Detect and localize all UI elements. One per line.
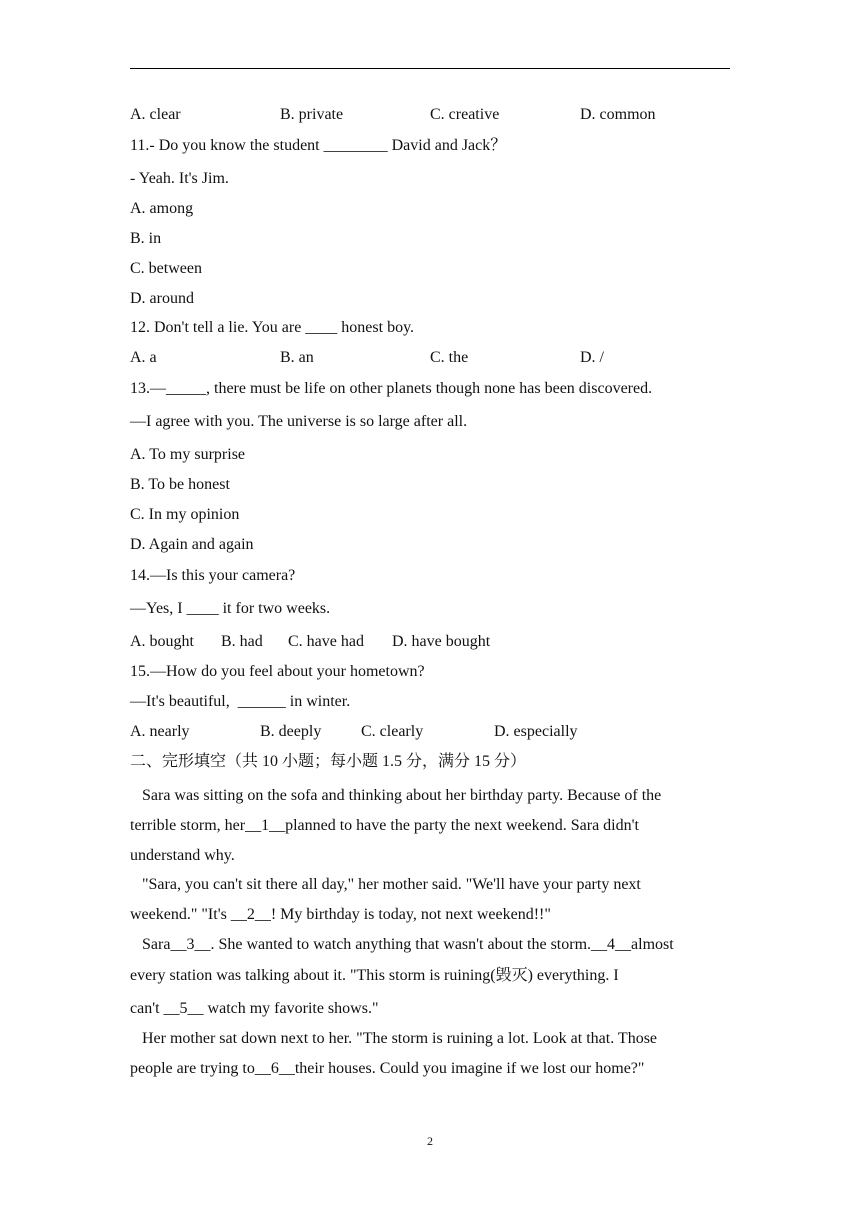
question-15-stem: 15.—How do you feel about your hometown? (130, 663, 425, 680)
text-run: their houses. Could you imagine if we lost our home?" (294, 1060, 645, 1077)
header-rule (130, 68, 730, 69)
blank-4: __4__ (591, 936, 632, 953)
text-run: . She wanted to watch anything that wasn't about the storm. (210, 936, 592, 953)
passage-line (130, 1059, 644, 1079)
text-run: terrible storm, her (130, 817, 246, 834)
option-d: D. / (580, 349, 604, 366)
option-c: C. the (430, 349, 469, 366)
option-b: B. deeply (260, 723, 322, 740)
option-b: B. in (130, 230, 162, 247)
option-b: B. private (280, 106, 344, 123)
passage-line: Her mother sat down next to her. "The storm is ruining a lot. Look at that. Those (130, 1030, 658, 1047)
option-b: B. had (221, 633, 263, 650)
option-d: D. especially (494, 723, 578, 740)
question-13-stem: 13.—_____, there must be life on other planets though none has been discovered. (130, 380, 653, 397)
text-run: Sara (130, 936, 171, 953)
option-a: A. To my surprise (130, 446, 246, 463)
text-run: can't (130, 1000, 164, 1017)
text-run: almost (631, 936, 674, 953)
option-c: C. clearly (361, 723, 424, 740)
question-13-reply: —I agree with you. The universe is so large after all. (130, 413, 468, 430)
passage-line: Sara was sitting on the sofa and thinking about her birthday party. Because of the (130, 787, 662, 804)
option-b: B. To be honest (130, 476, 230, 493)
blank-1: __1__ (245, 817, 286, 834)
option-a: A. among (130, 200, 194, 217)
blank-3: __3__ (170, 936, 211, 953)
option-a: A. nearly (130, 723, 190, 740)
option-c: C. In my opinion (130, 506, 240, 523)
option-d: D. Again and again (130, 536, 254, 553)
question-11-reply: - Yeah. It's Jim. (130, 170, 229, 187)
text-run: ! My birthday is today, not next weekend!!" (270, 906, 551, 923)
option-a: A. bought (130, 633, 194, 650)
question-14-stem: 14.—Is this your camera? (130, 567, 296, 584)
passage-line (130, 905, 551, 925)
page-number: 2 (427, 1134, 433, 1148)
question-12-stem: 12. Don't tell a lie. You are ____ honest boy. (130, 319, 415, 336)
blank-6: __6__ (254, 1060, 295, 1077)
passage-line (130, 935, 674, 955)
passage-line: every station was talking about it. "This storm is ruining(毁灭) everything. I (130, 967, 619, 984)
text-run: weekend." "It's (130, 906, 231, 923)
passage-line (130, 816, 639, 836)
option-c: C. between (130, 260, 202, 277)
blank-5: __5__ (163, 1000, 204, 1017)
question-14-reply: —Yes, I ____ it for two weeks. (130, 600, 331, 617)
text-run: watch my favorite shows." (203, 1000, 379, 1017)
question-15-reply: —It's beautiful, ______ in winter. (130, 693, 351, 710)
passage-line: "Sara, you can't sit there all day," her mother said. "We'll have your party next (130, 876, 641, 893)
passage-line: understand why. (130, 847, 235, 864)
blank-2: __2__ (230, 906, 271, 923)
option-d: D. common (580, 106, 656, 123)
option-b: B. an (280, 349, 314, 366)
option-c: C. creative (430, 106, 500, 123)
option-c: C. have had (288, 633, 364, 650)
text-run: people are trying to (130, 1060, 255, 1077)
option-d: D. around (130, 290, 194, 307)
section-heading: 二、完形填空（共 10 小题；每小题 1.5 分，满分 15 分） (130, 753, 527, 770)
passage-line (130, 999, 378, 1019)
option-d: D. have bought (392, 633, 491, 650)
question-11-stem: 11.- Do you know the student ________ David and Jack？ (130, 137, 507, 154)
option-a: A. clear (130, 106, 181, 123)
text-run: planned to have the party the next weekend. Sara didn't (285, 817, 639, 834)
option-a: A. a (130, 349, 157, 366)
